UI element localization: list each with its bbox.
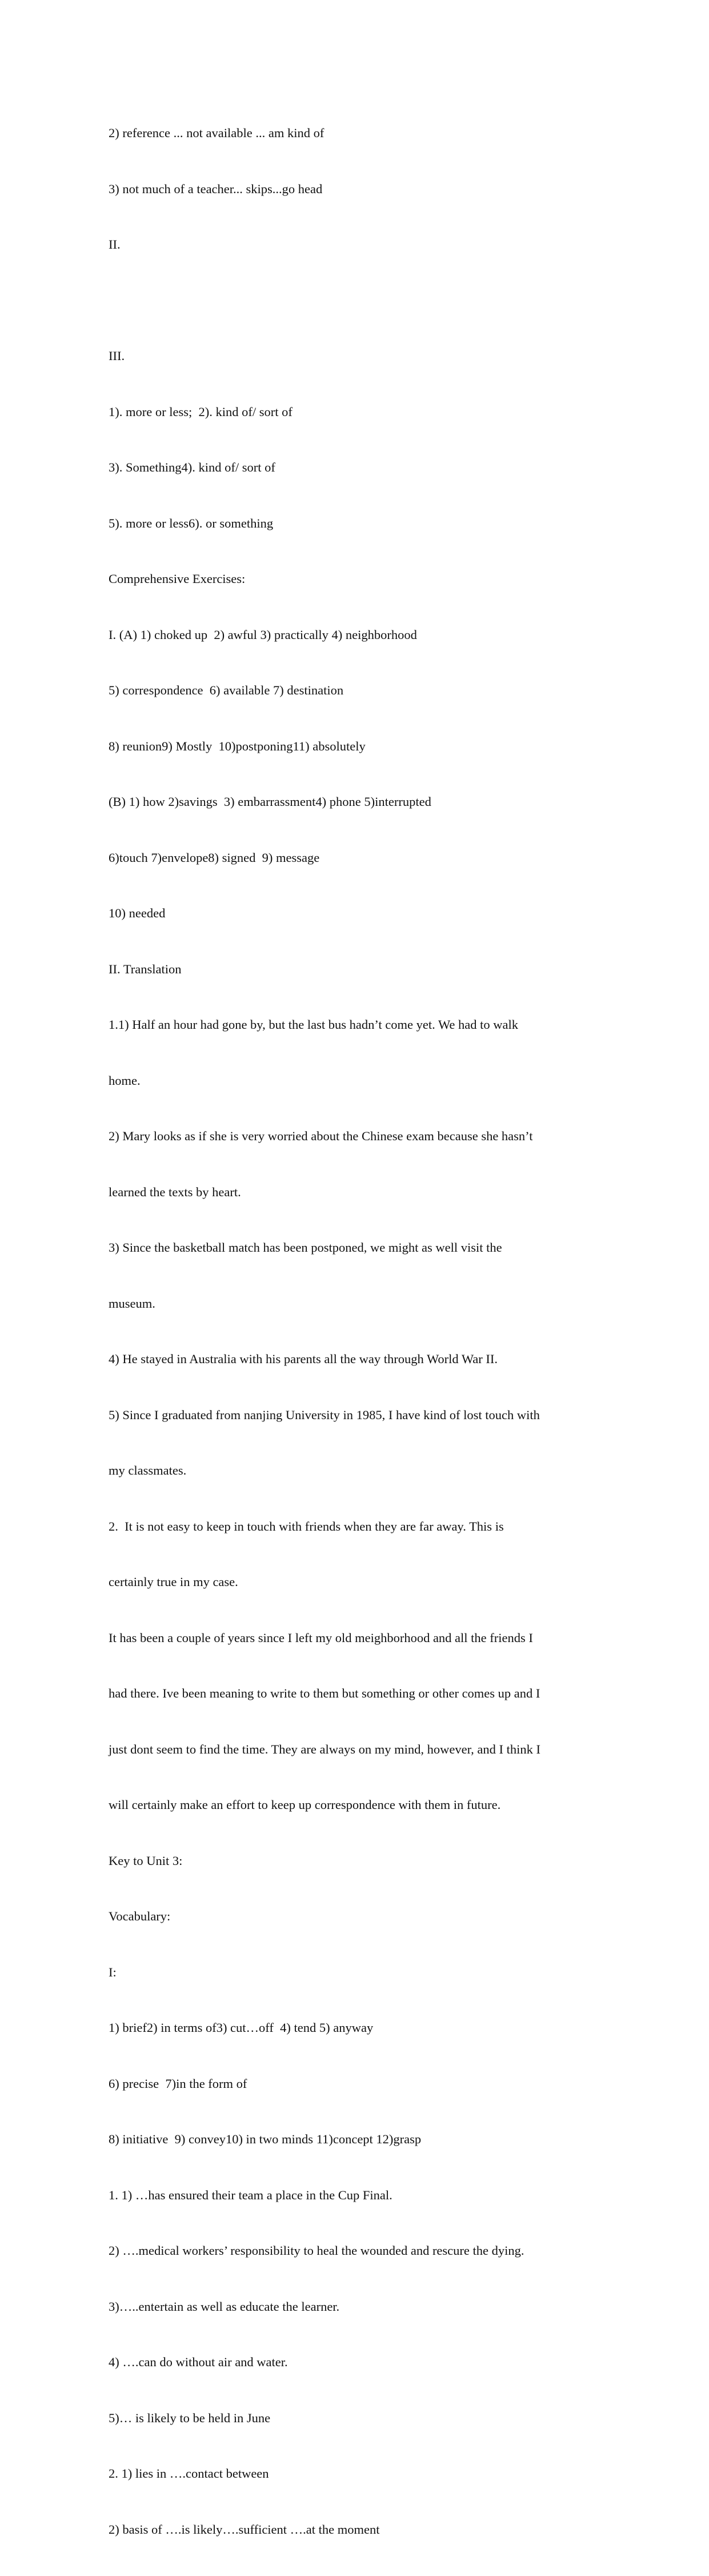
section-heading: III. [109, 349, 125, 363]
text-line: 3) Since the basketball match has been postponed, we might as well visit the [109, 1240, 502, 1255]
text-line: 2) ….medical workers’ responsibility to heal the wounded and rescure the dying. [109, 2243, 524, 2258]
text-line: 3) not much of a teacher... skips...go head [109, 181, 323, 196]
text-line: 10) needed [109, 906, 166, 920]
text-line: It has been a couple of years since I left my old meighborhood and all the friends I [109, 1630, 533, 1645]
section-heading: II. [109, 237, 121, 251]
text-line: my classmates. [109, 1463, 187, 1477]
text-line: certainly true in my case. [109, 1575, 238, 1589]
text-line: 2) reference ... not available ... am kind of [109, 126, 325, 140]
text-line: 1.1) Half an hour had gone by, but the last bus hadn’t come yet. We had to walk [109, 1017, 518, 1032]
text-line: 1) brief2) in terms of3) cut…off 4) tend 5) anyway [109, 2020, 374, 2035]
section-heading: Key to Unit 3: [109, 1853, 183, 1868]
text-line: home. [109, 1073, 141, 1088]
text-line: had there. Ive been meaning to write to them but something or other comes up and I [109, 1686, 540, 1700]
text-line: 2. It is not easy to keep in touch with friends when they are far away. This is [109, 1519, 504, 1533]
text-line: 6)touch 7)envelope8) signed 9) message [109, 850, 320, 865]
document-text [109, 87, 611, 2576]
text-line: I. (A) 1) choked up 2) awful 3) practically 4) neighborhood [109, 627, 417, 642]
section-heading: Comprehensive Exercises: [109, 572, 246, 586]
text-line: 6) precise 7)in the form of [109, 2076, 247, 2091]
text-line: 1). more or less; 2). kind of/ sort of [109, 404, 293, 419]
text-line: will certainly make an effort to keep up correspondence with them in future. [109, 1798, 501, 1812]
text-line: (B) 1) how 2)savings 3) embarrassment4) phone 5)interrupted [109, 794, 431, 809]
blank-line [109, 291, 611, 310]
text-line: 1. 1) …has ensured their team a place in the Cup Final. [109, 2187, 392, 2202]
text-line: 3)…..entertain as well as educate the learner. [109, 2299, 340, 2314]
text-line: just dont seem to find the time. They are always on my mind, however, and I think I [109, 1742, 541, 1756]
text-line: 8) reunion9) Mostly 10)postponing11) absolutely [109, 738, 366, 753]
text-line: 5). more or less6). or something [109, 516, 274, 530]
text-line: 2) basis of ….is likely….sufficient ….at the moment [109, 2522, 380, 2537]
text-line: 5) correspondence 6) available 7) destination [109, 683, 344, 697]
text-line: museum. [109, 1296, 155, 1311]
text-line: 5)… is likely to be held in June [109, 2410, 271, 2425]
text-line: 2) Mary looks as if she is very worried about the Chinese exam because she hasn’t [109, 1129, 533, 1143]
text-line: 4) He stayed in Australia with his parents all the way through World War II. [109, 1352, 498, 1366]
text-line: 5) Since I graduated from nanjing University in 1985, I have kind of lost touch with [109, 1407, 540, 1422]
text-line: 2. 1) lies in ….contact between [109, 2466, 269, 2481]
text-line: learned the texts by heart. [109, 1184, 241, 1199]
section-heading: Vocabulary: [109, 1909, 171, 1923]
section-heading: I: [109, 1964, 117, 1979]
section-heading: II. Translation [109, 961, 182, 976]
text-line: 3). Something4). kind of/ sort of [109, 460, 275, 474]
text-line: 4) ….can do without air and water. [109, 2355, 288, 2369]
text-line: 8) initiative 9) convey10) in two minds 11)concept 12)grasp [109, 2132, 422, 2146]
